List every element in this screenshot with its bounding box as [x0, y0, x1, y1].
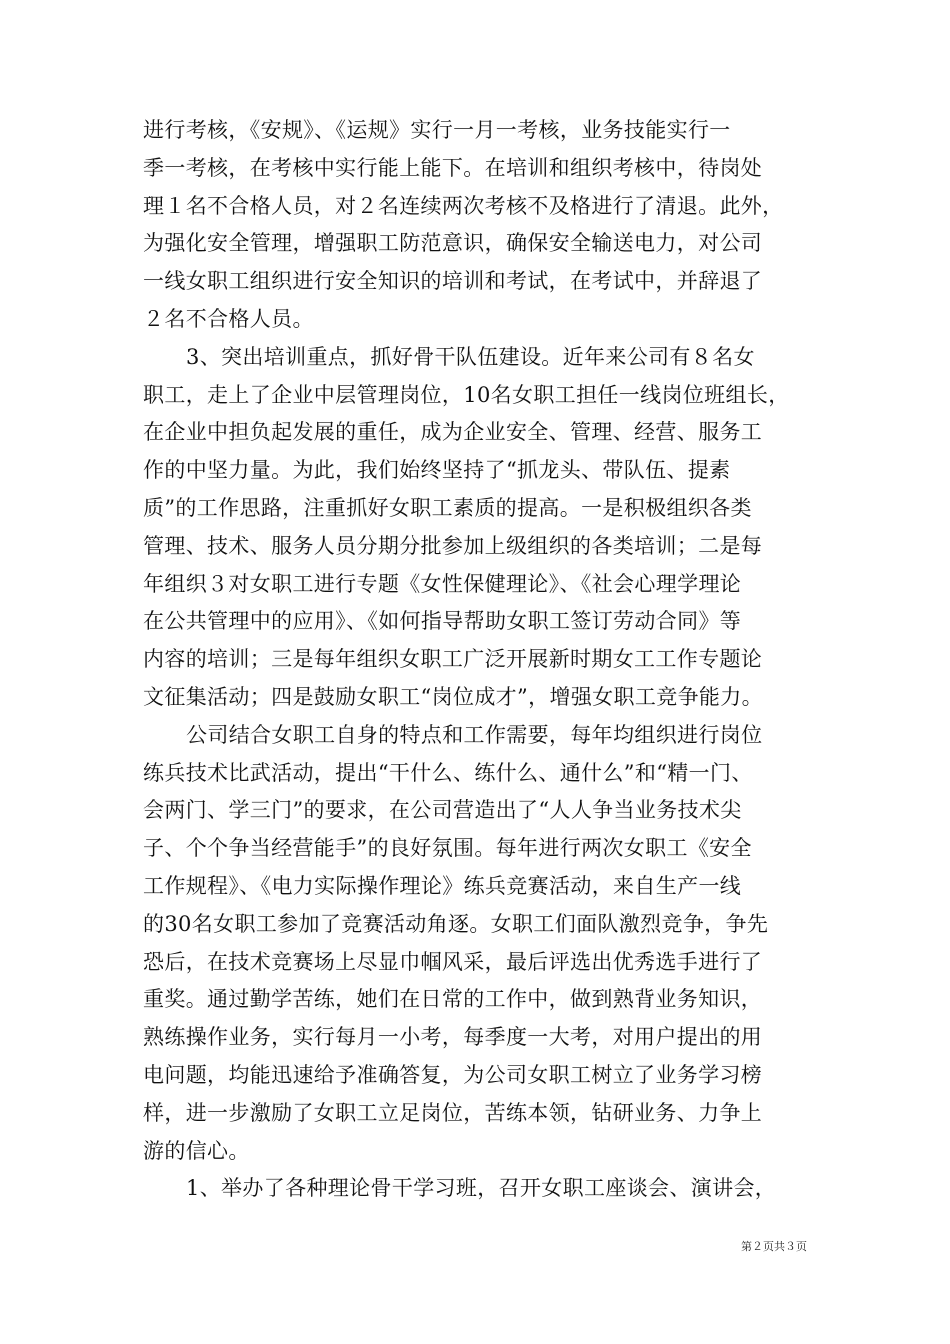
text-line: 熟练操作业务，实行每月一小考，每季度一大考，对用户提出的用: [143, 1025, 763, 1050]
text-line: 作的中坚力量。为此，我们始终坚持了“抓龙头、带队伍、提素: [143, 458, 731, 483]
text-line: 一线女职工组织进行安全知识的培训和考试，在考试中，并辞退了: [143, 269, 763, 294]
text-line: 会两门、学三门”的要求，在公司营造出了“人人争当业务技术尖: [143, 798, 742, 823]
text-line: 职工，走上了企业中层管理岗位，10名女职工担任一线岗位班组长，: [143, 382, 790, 407]
text-line: ２名不合格人员。: [143, 306, 314, 331]
paragraph-start-line: 公司结合女职工自身的特点和工作需要，每年均组织进行岗位: [186, 722, 763, 747]
text-line: 季一考核，在考核中实行能上能下。在培训和组织考核中，待岗处: [143, 155, 763, 180]
text-line: 电问题，均能迅速给予准确答复，为公司女职工树立了业务学习榜: [143, 1062, 763, 1087]
text-line: 质”的工作思路，注重抓好女职工素质的提高。一是积极组织各类: [143, 495, 752, 520]
paragraph-start-line: 3、突出培训重点，抓好骨干队伍建设。近年来公司有８名女: [186, 344, 755, 369]
text-line: 在公共管理中的应用》、《如何指导帮助女职工签订劳动合同》等: [143, 609, 742, 634]
text-line: 练兵技术比武活动，提出“干什么、练什么、通什么”和“精一门、: [143, 760, 753, 785]
text-line: 理１名不合格人员，对２名连续两次考核不及格进行了清退。此外，: [143, 193, 784, 218]
text-line: 为强化安全管理，增强职工防范意识，确保安全输送电力，对公司: [143, 231, 763, 256]
text-line: 重奖。通过勤学苦练，她们在日常的工作中，做到熟背业务知识，: [143, 987, 763, 1012]
paragraph-start-line: 1、举办了各种理论骨干学习班，召开女职工座谈会、演讲会，: [186, 1176, 777, 1201]
text-line: 管理、技术、服务人员分期分批参加上级组织的各类培训；二是每: [143, 533, 763, 558]
text-line: 游的信心。: [143, 1138, 250, 1163]
body-text: [143, 112, 813, 1208]
text-line: 内容的培训；三是每年组织女职工广泛开展新时期女工工作专题论: [143, 647, 763, 672]
text-line: 子、个个争当经营能手”的良好氛围。每年进行两次女职工《安全: [143, 836, 752, 861]
text-line: 文征集活动；四是鼓励女职工“岗位成才”，增强女职工竞争能力。: [143, 684, 763, 709]
text-line: 样，进一步激励了女职工立足岗位，苦练本领，钻研业务、力争上: [143, 1100, 763, 1125]
text-line: 工作规程》、《电力实际操作理论》练兵竞赛活动，来自生产一线: [143, 873, 742, 898]
page-number: 第２页共３页: [741, 1240, 807, 1253]
text-line: 年组织３对女职工进行专题《女性保健理论》、《社会心理学理论: [143, 571, 742, 596]
text-line: 在企业中担负起发展的重任，成为企业安全、管理、经营、服务工: [143, 420, 763, 445]
text-line: 的30名女职工参加了竞赛活动角逐。女职工们面队激烈竞争，争先: [143, 911, 769, 936]
text-line: 进行考核，《安规》、《运规》实行一月一考核，业务技能实行一: [143, 118, 731, 142]
text-line: 恐后，在技术竞赛场上尽显巾帼风采，最后评选出优秀选手进行了: [143, 949, 763, 974]
